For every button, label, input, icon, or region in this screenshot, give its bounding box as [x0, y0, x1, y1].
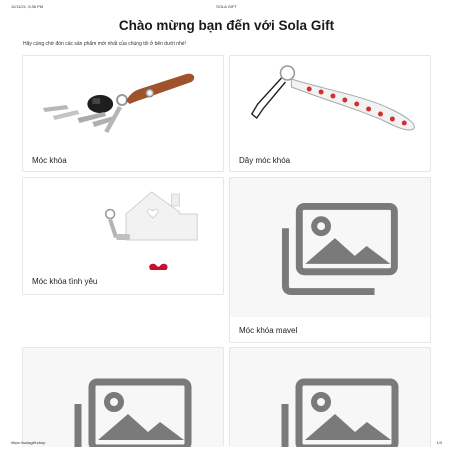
product-card-marvel-keychain[interactable] — [229, 177, 431, 343]
product-card-keychain[interactable] — [22, 55, 224, 172]
product-name[interactable]: Dây móc khóa — [239, 156, 291, 165]
love-keychain-photo[interactable] — [23, 178, 223, 270]
product-card-5[interactable] — [22, 347, 224, 447]
image-placeholder-icon[interactable] — [230, 178, 430, 317]
image-placeholder-icon[interactable] — [230, 348, 430, 447]
product-card-6[interactable] — [229, 347, 431, 447]
keychain-photo[interactable] — [23, 56, 223, 148]
product-name[interactable]: Móc khóa tình yêu — [32, 277, 98, 286]
print-page-number: 1/3 — [436, 440, 442, 445]
lanyard-photo[interactable] — [230, 56, 430, 148]
page-subtitle: Hãy cùng chờ đón các sản phẩm mới nhất của chúng tôi ở bên dưới nhé! — [23, 41, 186, 47]
page-title: Chào mừng bạn đến với Sola Gift — [118, 18, 335, 33]
image-placeholder-icon[interactable] — [23, 348, 223, 447]
product-card-love-keychain[interactable] — [22, 177, 224, 295]
product-card-lanyard[interactable] — [229, 55, 431, 172]
print-header — [11, 4, 442, 12]
product-name[interactable]: Móc khóa mavel — [239, 326, 298, 335]
print-date: 11/11/21, 5:36 PM — [11, 4, 44, 9]
print-page-title: SOLA GIFT — [216, 4, 237, 9]
print-footer — [11, 440, 442, 448]
print-url: https://solagift.shop — [11, 440, 46, 445]
product-name[interactable]: Móc khóa — [32, 156, 67, 165]
